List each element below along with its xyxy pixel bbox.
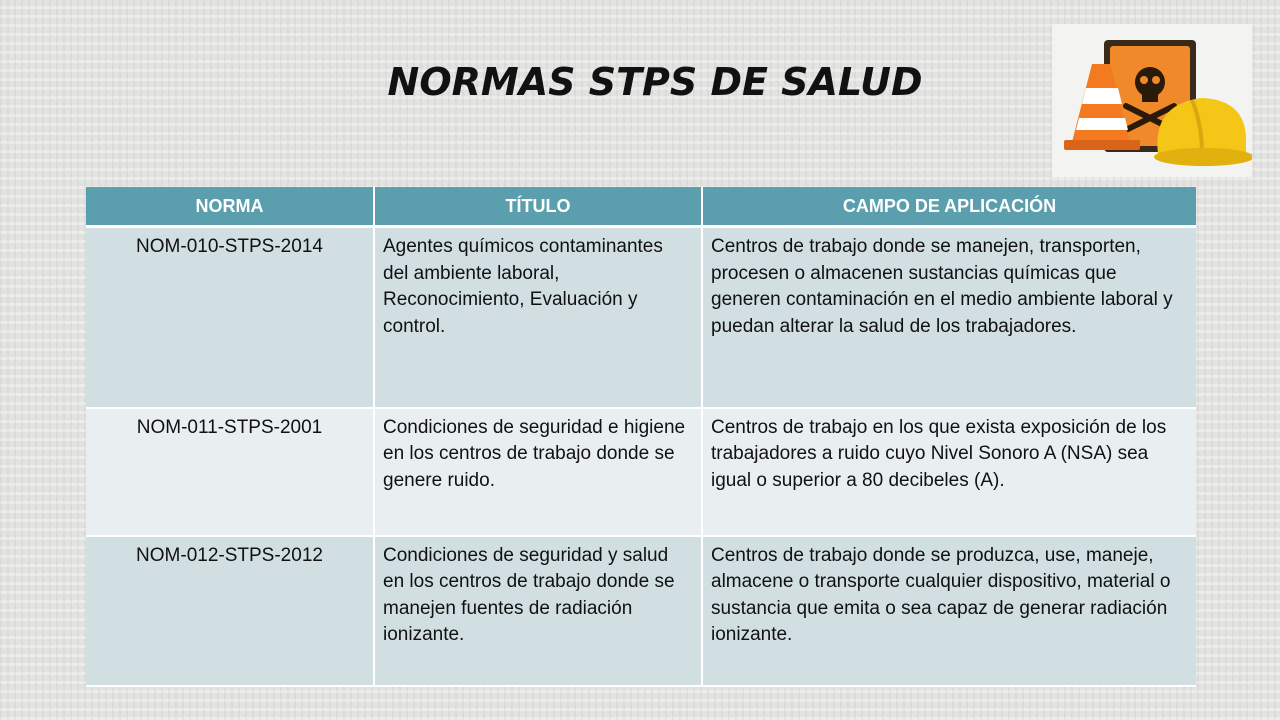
page-title: NORMAS STPS DE SALUD <box>387 60 923 104</box>
campo-cell: Centros de trabajo donde se produzca, use, maneje, almacene o transporte cualquier dispositivo, material o sustancia que emita o sea capaz de generar radiación ionizante. <box>702 536 1196 686</box>
column-header-norma: NORMA <box>86 187 374 227</box>
normas-table <box>86 187 1196 687</box>
titulo-cell: Condiciones de seguridad e higiene en los centros de trabajo donde se genere ruido. <box>374 408 702 536</box>
safety-hazard-icon-graphic <box>1052 24 1252 177</box>
table-row <box>86 408 1196 536</box>
titulo-cell: Agentes químicos contaminantes del ambiente laboral, Reconocimiento, Evaluación y control. <box>374 227 702 408</box>
norma-cell: NOM-010-STPS-2014 <box>86 227 374 408</box>
norma-cell: NOM-012-STPS-2012 <box>86 536 374 686</box>
table-row <box>86 536 1196 686</box>
campo-cell: Centros de trabajo en los que exista exposición de los trabajadores a ruido cuyo Nivel Sonoro A (NSA) sea igual o superior a 80 decibeles (A). <box>702 408 1196 536</box>
table-header-row <box>86 187 1196 227</box>
titulo-cell: Condiciones de seguridad y salud en los centros de trabajo donde se manejen fuentes de radiación ionizante. <box>374 536 702 686</box>
norma-cell: NOM-011-STPS-2001 <box>86 408 374 536</box>
campo-cell: Centros de trabajo donde se manejen, transporten, procesen o almacenen sustancias químicas que generen contaminación en el medio ambiente laboral y puedan alterar la salud de los trabajadores. <box>702 227 1196 408</box>
column-header-campo: CAMPO DE APLICACIÓN <box>702 187 1196 227</box>
table-row <box>86 227 1196 408</box>
column-header-titulo: TÍTULO <box>374 187 702 227</box>
safety-hazard-icon <box>1052 24 1252 177</box>
